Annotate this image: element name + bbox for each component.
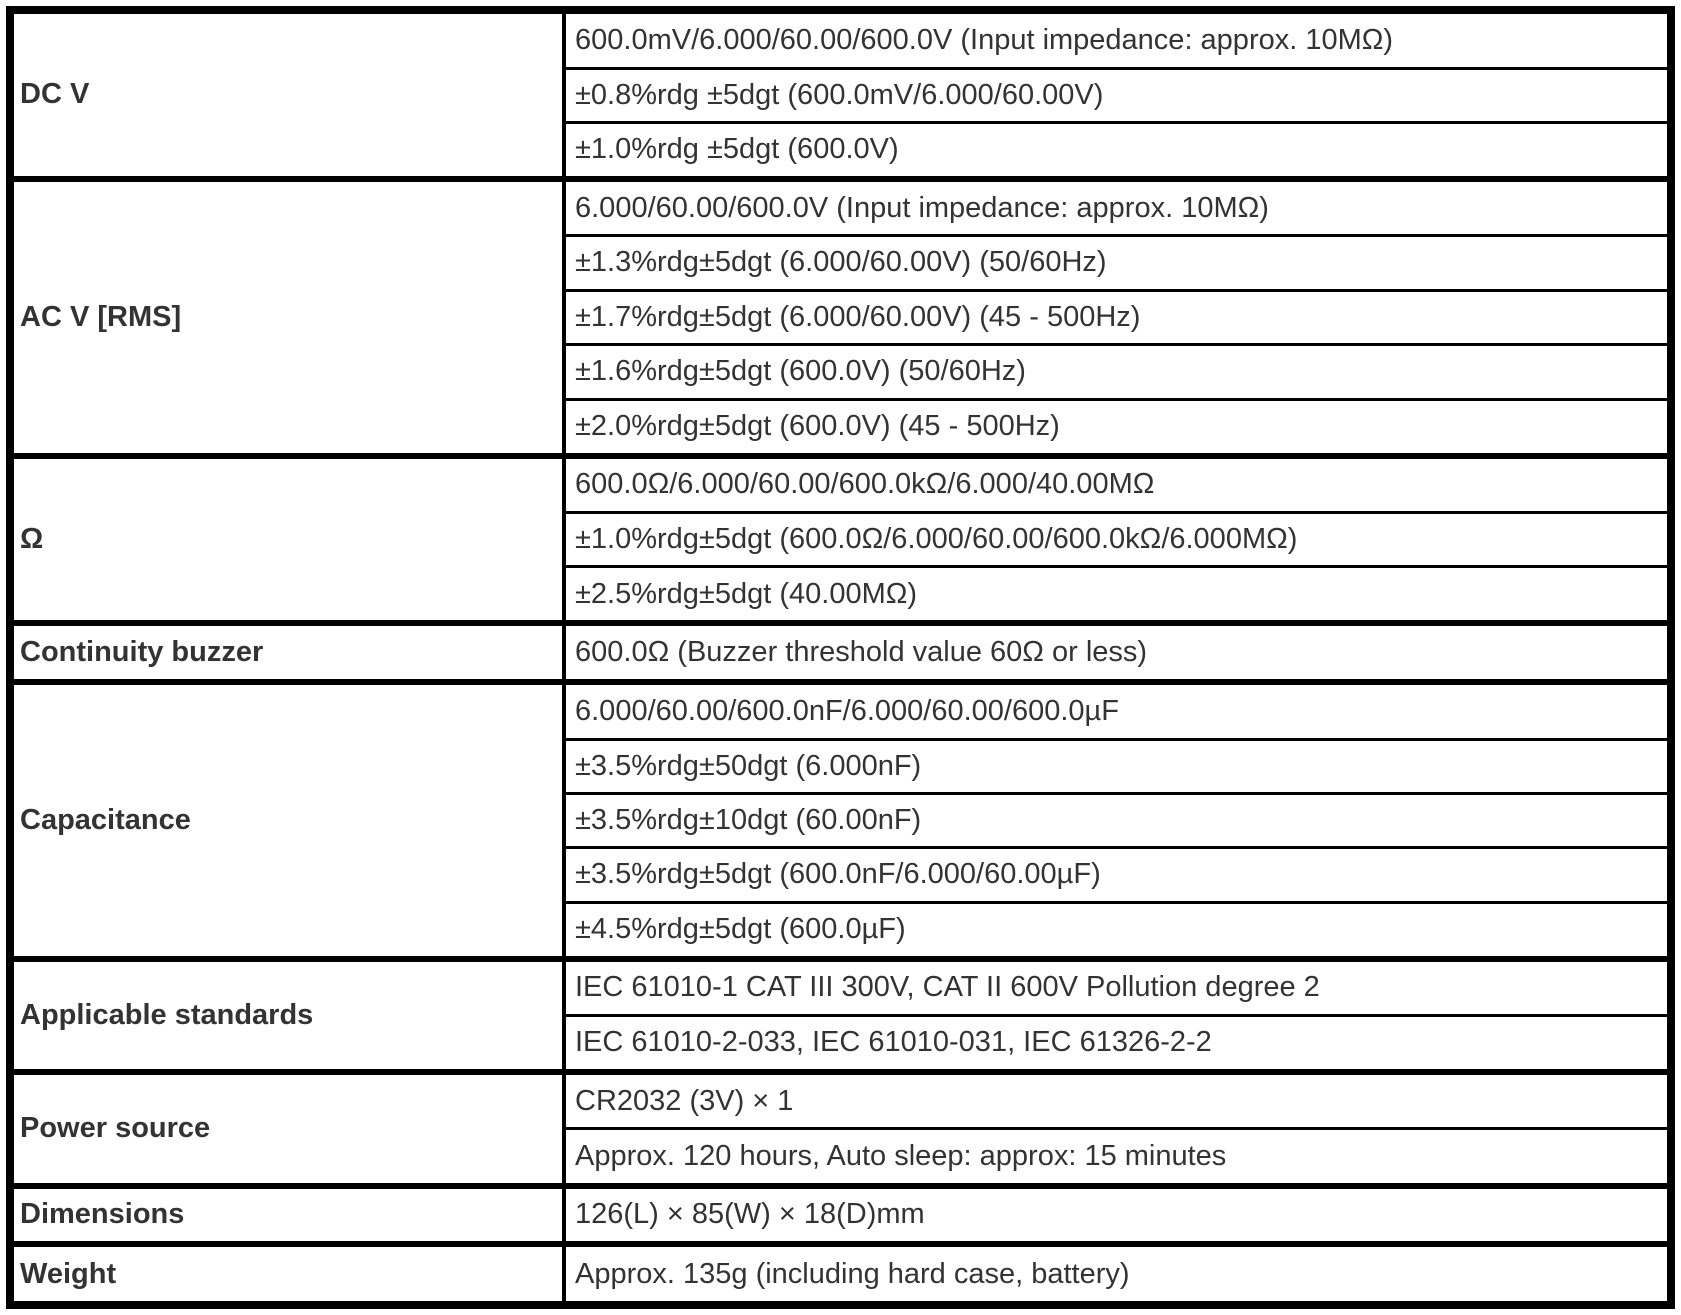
spec-value-cell: ±3.5%rdg±50dgt (6.000nF)	[564, 739, 1671, 793]
spec-value-cell: 600.0mV/6.000/60.00/600.0V (Input impedance: approx. 10MΩ)	[564, 10, 1671, 68]
spec-value-cell: 126(L) × 85(W) × 18(D)mm	[564, 1186, 1671, 1245]
spec-value-cell: ±2.0%rdg±5dgt (600.0V) (45 - 500Hz)	[564, 399, 1671, 456]
table-row	[10, 1072, 1671, 1129]
table-row	[10, 10, 1671, 68]
spec-value-cell: ±3.5%rdg±10dgt (60.00nF)	[564, 793, 1671, 847]
spec-label-section-2: Ω	[10, 456, 564, 624]
spec-value-cell: ±0.8%rdg ±5dgt (600.0mV/6.000/60.00V)	[564, 68, 1671, 122]
spec-value-cell: 6.000/60.00/600.0nF/6.000/60.00/600.0µF	[564, 682, 1671, 739]
spec-value-cell: ±2.5%rdg±5dgt (40.00MΩ)	[564, 567, 1671, 624]
table-row	[10, 682, 1671, 739]
spec-value-cell: IEC 61010-1 CAT III 300V, CAT II 600V Pollution degree 2	[564, 959, 1671, 1016]
table-row	[10, 1244, 1671, 1305]
table-row	[10, 179, 1671, 236]
table-row	[10, 456, 1671, 513]
spec-value-cell: ±1.6%rdg±5dgt (600.0V) (50/60Hz)	[564, 345, 1671, 399]
spec-value-cell: CR2032 (3V) × 1	[564, 1072, 1671, 1129]
table-row	[10, 623, 1671, 682]
spec-label-dc-v: DC V	[10, 10, 564, 179]
table-row	[10, 959, 1671, 1016]
spec-value-cell: ±1.0%rdg±5dgt (600.0Ω/6.000/60.00/600.0kΩ/6.000MΩ)	[564, 512, 1671, 566]
spec-value-cell: ±1.3%rdg±5dgt (6.000/60.00V) (50/60Hz)	[564, 236, 1671, 290]
spec-value-cell: 6.000/60.00/600.0V (Input impedance: approx. 10MΩ)	[564, 179, 1671, 236]
spec-label-ac-v-rms: AC V [RMS]	[10, 179, 564, 456]
spec-label-dimensions: Dimensions	[10, 1186, 564, 1245]
spec-label-applicable-standards: Applicable standards	[10, 959, 564, 1072]
spec-table-body	[10, 10, 1671, 1305]
spec-value-cell: IEC 61010-2-033, IEC 61010-031, IEC 61326-2-2	[564, 1016, 1671, 1073]
spec-value-cell: ±1.7%rdg±5dgt (6.000/60.00V) (45 - 500Hz)	[564, 290, 1671, 344]
spec-value-cell: Approx. 135g (including hard case, battery)	[564, 1244, 1671, 1305]
spec-label-capacitance: Capacitance	[10, 682, 564, 959]
spec-value-cell: Approx. 120 hours, Auto sleep: approx: 15 minutes	[564, 1129, 1671, 1186]
spec-value-cell: ±1.0%rdg ±5dgt (600.0V)	[564, 123, 1671, 180]
spec-value-cell: 600.0Ω/6.000/60.00/600.0kΩ/6.000/40.00MΩ	[564, 456, 1671, 513]
spec-label-weight: Weight	[10, 1244, 564, 1305]
spec-value-cell: 600.0Ω (Buzzer threshold value 60Ω or less)	[564, 623, 1671, 682]
spec-value-cell: ±4.5%rdg±5dgt (600.0µF)	[564, 902, 1671, 959]
table-row	[10, 1186, 1671, 1245]
spec-table	[6, 6, 1675, 1309]
spec-value-cell: ±3.5%rdg±5dgt (600.0nF/6.000/60.00µF)	[564, 848, 1671, 902]
spec-label-power-source: Power source	[10, 1072, 564, 1185]
spec-label-continuity-buzzer: Continuity buzzer	[10, 623, 564, 682]
